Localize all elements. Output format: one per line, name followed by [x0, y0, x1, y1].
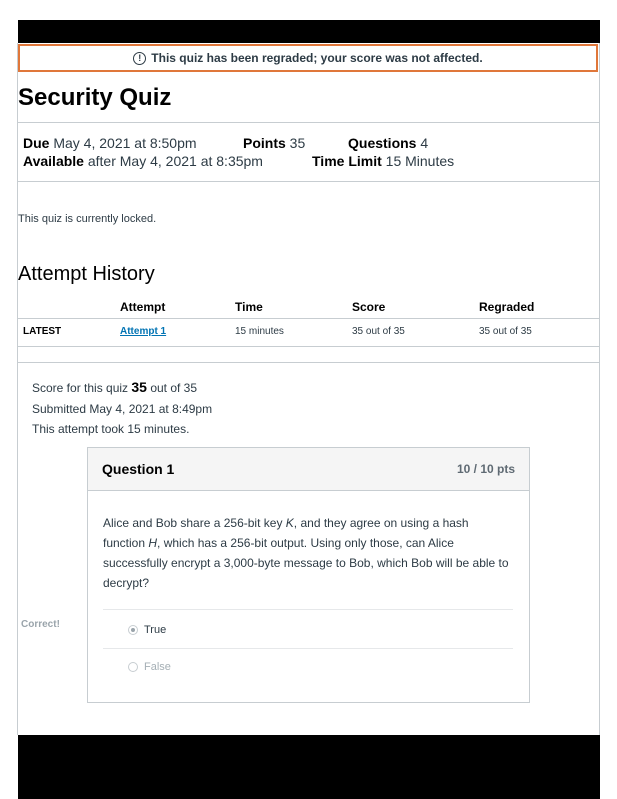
attempt-history-title: Attempt History: [18, 263, 155, 285]
attempt-duration: This attempt took 15 minutes.: [32, 422, 190, 436]
question-card: [87, 447, 530, 703]
table-cell-score: 35 out of 35: [352, 326, 405, 337]
attempt-link[interactable]: Attempt 1: [120, 326, 167, 337]
answer-label-true: True: [144, 624, 167, 636]
submitted-time: Submitted May 4, 2021 at 8:49pm: [32, 402, 213, 416]
alert-circle-icon: !: [133, 52, 146, 65]
answer-divider: [103, 609, 513, 610]
question-text: Alice and Bob share a 256-bit key K, and they agree on using a hash function H, which has a 256-bit output. Using only those, can Alice successfully encrypt a 3,000-byte message to Bob, which Bob will be able to decrypt?: [103, 516, 509, 590]
col-header-regraded: Regraded: [479, 300, 535, 314]
quiz-score: Score for this quiz 35 out of 35: [32, 379, 198, 395]
correct-answer-label: Correct!: [21, 619, 60, 630]
regrade-banner: [18, 44, 598, 72]
divider: [18, 122, 600, 123]
available-date: Available after May 4, 2021 at 8:35pm: [23, 153, 263, 169]
time-limit: Time Limit 15 Minutes: [312, 153, 455, 169]
col-header-time: Time: [235, 300, 263, 314]
regrade-banner-text: This quiz has been regraded; your score was not affected.: [151, 51, 483, 65]
page-title: Security Quiz: [18, 84, 172, 111]
question-title: Question 1: [102, 461, 175, 477]
question-points: 10 / 10 pts: [456, 462, 515, 476]
answer-option-true[interactable]: [128, 624, 166, 636]
question-header: [88, 448, 529, 491]
row-label-latest: LATEST: [23, 326, 62, 337]
col-header-score: Score: [352, 300, 386, 314]
col-header-attempt: Attempt: [120, 300, 166, 314]
answer-label-false: False: [144, 661, 171, 673]
section-divider: [18, 362, 600, 363]
table-cell-attempt: [120, 326, 166, 337]
table-cell-time: 15 minutes: [235, 326, 284, 337]
top-black-bar: [18, 20, 600, 43]
answer-divider: [103, 648, 513, 649]
table-cell-regraded: 35 out of 35: [479, 326, 532, 337]
due-date: Due May 4, 2021 at 8:50pm: [23, 135, 197, 151]
radio-empty-icon: [128, 662, 138, 672]
locked-notice: This quiz is currently locked.: [18, 213, 157, 225]
table-divider: [18, 346, 600, 347]
questions-count: Questions 4: [348, 135, 429, 151]
divider: [18, 181, 600, 182]
points: Points 35: [243, 135, 306, 151]
answer-option-false[interactable]: [128, 661, 171, 673]
table-divider: [18, 318, 600, 319]
bottom-black-bar: [18, 735, 600, 799]
radio-selected-icon: [128, 625, 138, 635]
